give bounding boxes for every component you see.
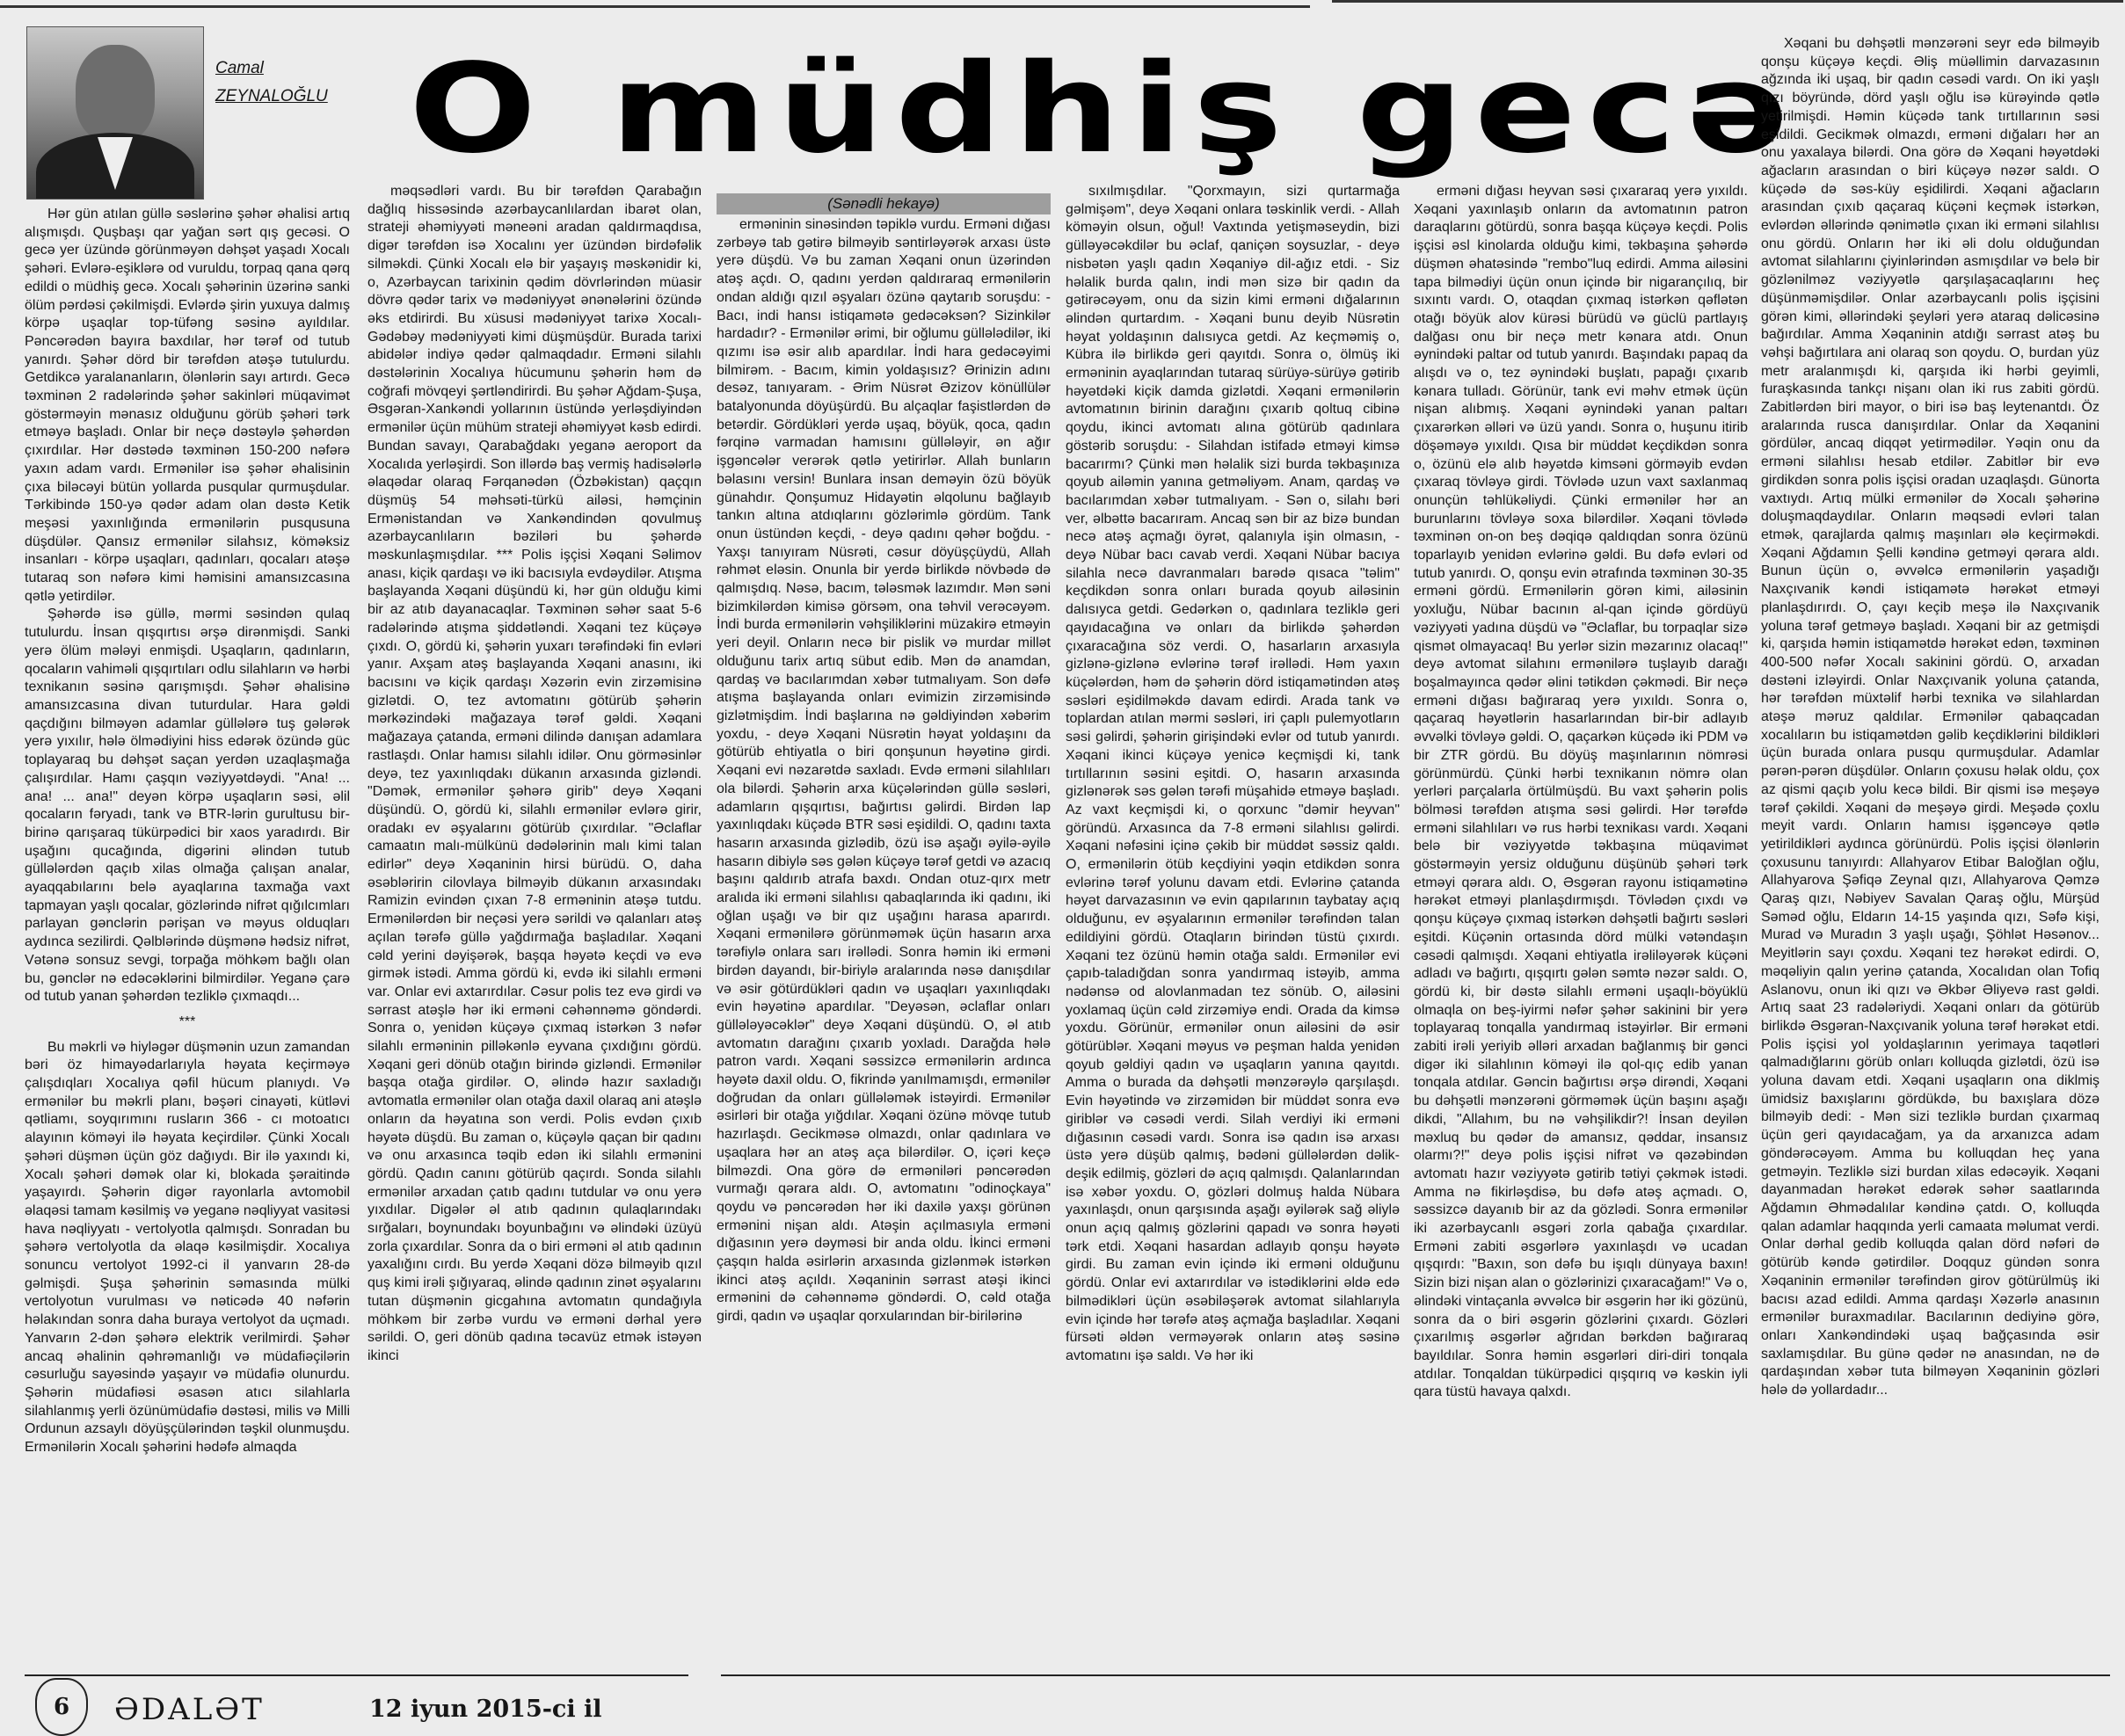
author-byline xyxy=(215,54,328,111)
article-column-6 xyxy=(1761,35,2100,1682)
headline: O müdhiş gecə xyxy=(409,38,1800,181)
section-separator: *** xyxy=(178,1013,196,1029)
page-footer xyxy=(0,1674,2125,1736)
paragraph: erməninin sinəsindən təpiklə vurdu. Erməni dığası zərbəyə tab gətirə bilməyib səntirləyərək arxası üstə yerə düşdü. Və bu zaman Xəqani onun üzərindən atəş açdı. O, qadını yerdən qaldıraraq ermənilərin ondan aldığı qızıl əşyaları özünə qaytarıb soruşdu: - Bacı, indi hansı istiqamətə gedəcəksən? Sizinkilər hardadır? - Ermənilər ərimi, bir oğlumu güllələdilər, iki qızımı isə əsir alıb apardılar. İndi hara gedəcəyimi bilmirəm. - Bacım, kimin yoldaşısız? Ərinizin adını desəz, tanıyaram. - Ərim Nüsrət Əzizov könüllülər batalyonunda döyüşürdü. Bu alçaqlar faşistlərdən də betərdir. Gördükləri yerdə uşaq, böyük, qoca, qadın fərqinə varmadan hamısını güllələyir, ən ağır işgəncələr verərək qətlə yetirirlər. Allah bunların bəlasını versin! Bunlara insan deməyin özü böyük günahdır. Qonşumuz Hidayətin əlqolunu bağlayıb tankın altına atdıqlarını gözlərimlə gördüm. Tank onun üstündən keçdi, - deyə qadını qəhər boğdu. - Yaxşı tanıyıram Nüsrəti, cəsur döyüşçüydü, Allah rəhmət eləsin. Onunla bir yerdə birlikdə növbədə də qalmışdıq. Nəsə, bacım, tələsmək lazımdır. Mən səni bizimkilərdən kimisə görsəm, ona təhvil verəcəyəm. İndi burda ermənilərin vəhşiliklərini müzakirə etməyin yeri deyil. Onların necə bir pislik və murdar millət olduğunu tarix artıq sübut edib. Mən də anamdan, qardaş və bacılarımdan xəbər tutmalıyam. Son dəfə atışma başlayanda onları evimizin zirzəmisində gizlətmişdim. İndi başlarına nə gəldiyindən xəbərim yoxdu, - deyə Xəqani Nüsrətin həyat yoldaşını da götürüb ehtiyatla o biri qonşunun həyətinə girdi. Xəqani evi nəzarətdə saxladı. Evdə erməni silahlıları ola bilərdi. Şəhərin arxa küçələrindən güllə səsləri, adamların qışqırtısı, bağırtısı gəlirdi. Birdən lap yaxınlıqdakı küçədə BTR səsi eşidildi. O, qadını taxta hasarın arxasında gizlədib, özü isə aşağı əyilə-əyilə hasarın dibiylə səs gələn küçəyə tərəf getdi və azacıq başını qaldırıb atrafa baxdı. Ondan otuz-qırx metr aralıda iki erməni silahlısı qabaqlarında iki qadını, iki oğlan uşağı və bir qız uşağını harasa aparırdı. Xəqani ermənilərə görünməmək üçün hasarın arxa tərəfiylə onlara sarı irəllədi. Sonra həmin iki erməni birdən dayandı, bir-biriylə aralarında nəsə danışdılar və əsir götürdükləri qadın və uşaqları yaxınlıqdakı evin həyətinə apardılar. "Deyəsən, əclaflar onları güllələyəcəklər" deyə Xəqani düşündü. O, əl atıb avtomatın darağını çıxarıb yoxladı. Darağda hələ patron vardı. Xəqani səssizcə ermənilərin ardınca həyətə daxil oldu. O, fikrində yanılmamışdı, ermənilər doğrudan da onları güllələmək istəyirdi. Ermənilər əsirləri bir otağa yığdılar. Xəqani özünə mövqe tutub hazırlaşdı. Gecikməsə olmazdı, onlar qadınlara və uşaqlara hər an atəş aça bilərdilər. O, içəri keçə bilməzdi. Ona görə də erməniləri pəncərədən vurmağı qərara aldı. O, avtomatını "odinoçkaya" qoydu və pəncərədən hər iki daxilə yaxşı görünən ermənini nişan aldı. Atəşin açılmasıyla erməni dığasının yerə dəyməsi bir anda oldu. İkinci erməni çaşqın halda əsirlərin arxasında gizlənmək istərkən ikinci atəş açıldı. Xəqaninin sərrast atəşi ikinci ermənini də cəhənnəmə göndərdi. O, cəld otağa girdi, qadın və uşaqlar qorxularından bir-birilərinə xyxy=(717,217,1051,1325)
publication-name: ƏDALƏT xyxy=(114,1692,265,1727)
footer-rule-right xyxy=(721,1674,2110,1676)
article-column-2 xyxy=(368,183,702,1682)
paragraph: erməni dığası heyvan səsi çıxararaq yerə yıxıldı. Xəqani yaxınlaşıb onların da avtomatının patron daraqlarını götürdü, sonra başqa küçəyə keçdi. Polis işçisi əsl kinolarda olduğu kimi, təkbaşına şəhərdə düşmən əhatəsində "rembo"luq edirdi. Amma ailəsini tapa bilmədiyi üçün onun içində bir nigarançılıq, bir sıxıntı vardı. O, otaqdan çıxmaq istərkən qəflətən otağı böyük alov kürəsi bürüdü və güclü partlayış dalğası onu bir neçə metr kənara atdı. Onun əynindəki paltar od tutub yanırdı. Başındakı papaq da alışdı və o, tez əynindəki buşlatı, papağı çıxarıb kənara tulladı. Görünür, tank evi məhv etmək üçün nişan alıbmış. Xəqani əynindəki yanan paltarı çıxarərkən əlləri və üzü yandı. Sonra o, huşunu itirib döşəməyə yıxıldı. Qısa bir müddət keçdikdən sonra o, özünü elə alıb həyətdə kimsəni görməyib evdən çıxaraq tövləyə girdi. Tövlədə uzun vaxt saxlanmaq onunçün təhlükəliydi. Çünki ermənilər hər an burunlarını tövləyə soxa bilərdilər. Xəqani tövlədə təxminən on-on beş dəqiqə qaldıqdan sonra özünü toparlayıb yenidən evlərinə gəldi. Bu dəfə evləri od tutub yanırdı. O, qonşu evin ətrafında təxminən 30-35 erməni gördü. Ermənilərin görən kimi, ailəsinin yoxluğu, Nübar bacının al-qan içində gördüyü vəziyyəti yadına düşdü və "Əclaflar, bu torpaqlar sizə qismət olmayacaq! Bu yerlər sizin məzarınız olacaq!" deyə avtomat silahını ermənilərə tuşlayıb darağı boşalmayınca qədər əlini tətikdən çəkmədi. Bir neçə erməni dığası bağıraraq yerə yıxıldı. Sonra o, qaçaraq həyətlərin hasarlarından bir-bir adlayıb əvvəlki tövləyə gəldi. O, qaçarkən küçədə iki PDM və bir ZTR gördü. Bu döyüş maşınlarının nömrəsi görünmürdü. Çünki hərbi texnikanın nömrə olan yerləri parçalarla örtülmüşdü. Bu vaxt şəhərin polis bölməsi tərəfdən atışma səsi gəlirdi. Hər tərəfdə erməni silahlıları və rus hərbi texnikası vardı. Xəqani belə bir vəziyyətdə təkbaşına müqavimət göstərməyin yersiz olduğunu düşünüb şəhəri tərk etməyi qərara aldı. O, Əsgəran rayonu istiqamətinə hərəkət etməyi planlaşdırmışdı. Tövlədən çıxdı və qonşu küçəyə çıxmaq istərkən dəhşətli bağırtı səsləri eşitdi. Küçənin ortasında dörd mülki vətəndaşın cəsədi qalmışdı. Xəqani ehtiyatla irəliləyərək küçəni adladı və bağırtı, qışqırtı gələn səmtə nəzər saldı. O, gördü ki, bir dəstə silahlı erməni uşaqlı-böyüklü olmaqla on beş-iyirmi nəfər şəhər sakinini bir yerə toplayaraq tonqalla yandırmaq istəyirlər. Bir erməni zabiti irəli yeriyib əlləri arxadan bağlanmış bir gənci digər iki silahlının köməyi ilə qol-qıç edib yanan tonqala atdılar. Gəncin bağırtısı ərşə dirəndi, Xəqani bu dəhşətli mənzərəni görməmək üçün başını aşağı dikdi, "Allahım, bu nə vəhşilikdir?! İnsan deyilən məxluq bu qədər də amansız, qəddar, insansız olarmı?!" deyə polis işçisi nifrət və qəzəbindən avtomatı hazır vəziyyətə gətirib tətiyi çəkmək istədi. Amma nə fikirləşdisə, bu dəfə atəş açmadı. O, səssizcə dayanıb bir az da gözlədi. Sonra ermənilər iki azərbaycanlı əsgəri zorla qabağa çıxardılar. Erməni zabiti əsgərlərə yaxınlaşdı və ucadan qışqırdı: "Baxın, son dəfə bu işıqlı dünyaya baxın! Sizin bizi nişan alan o gözlərinizi çıxaracağam!" Və o, əlindəki vintaçanla əvvəlcə bir əsgərin hər iki gözünü, sonra da o biri əsgərin gözlərini çıxardı. Gözləri çıxarılmış əsgərlər ağrıdan bərkdən bağıraraq bayıldılar. Sonra həmin əsgərləri diri-diri tonqala atdılar. Tonqaldan tükürpədici qışqırıq və kəskin iyli qara tüstü havaya qalxdı. xyxy=(1414,184,1748,1400)
author-photo xyxy=(26,26,204,200)
top-rule-right xyxy=(1332,0,2123,3)
article-column-4 xyxy=(1066,183,1400,1682)
article-column-1 xyxy=(25,206,350,1682)
paragraph: Hər gün atılan güllə səslərinə şəhər əhalisi artıq alışmışdı. Quşbaşı qar yağan sərt qış gecəsi. O gecə yer üzündə görünməyən dəhşət yaşadı Xocalı şəhəri. Evlərə-eşiklərə od vuruldu, torpaq qana qərq edildi o müdhiş gecə. Xocalı şəhərinin üzərinə sanki ölüm pərdəsi çəkilmişdi. Evlərdə şirin yuxuya dalmış körpə uşaqlar top-tüfəng səsinə ayıldılar. Pəncərədən bayıra baxdılar, hər tərəf od tutub yanırdı. Şəhər dörd bir tərəfdən atəşə tutulurdu. Getdikcə yaralananların, ölənlərin sayı artırdı. Gecə təxminən 2 radələrində şəhər sakinləri müqavimət göstərməyin mənasız olduğunu görüb şəhəri tərk etməyə başladı. Onlar bir neçə dəstəylə şəhərdən çıxırdılar. Hər dəstədə təxminən 150-200 nəfərə yaxın adam vardı. Ermənilər isə şəhər əhalisinin çıxa biləcəyi bütün yollarda pusqular qurmuşdular. Tərkibində 150-yə qədər adam olan dəstə Ketik meşəsi yaxınlığında ermənilərin pusqusuna düşdülər. Qansız ermənilər silahsız, köməksiz insanları - körpə uşaqları, qadınları, qocaları atəşə tutaraq son nəfərə kimi həmisini amansızcasına qətlə yetirdilər. xyxy=(25,207,350,604)
page-number-emblem xyxy=(35,1678,88,1736)
author-first-name: Camal xyxy=(215,59,264,77)
paragraph: Xəqani bu dəhşətli mənzərəni seyr edə bilməyib qonşu küçəyə keçdi. Əliş müəllimin darvazasının ağzında iki uşaq, bir qadın cəsədi vardı. On iki yaşlı qızı böyründə, dörd yaşlı oğlu isə kürəyində qətlə yetirilmişdi. Həmin küçədə tank tırtıllarının səsi eşidildi. Gecikmək olmazdı, erməni dığaları hər an onu yaxalaya bilərdi. Ona görə də Xəqani həyətdəki ağacların arasından o biri küçəyə nəzər saldı. O küçədə də səs-küy eşidilirdi. Xəqani ağacların arasından çıxıb qaçaraq küçəni keçmək istərkən, evlərdən əllərində qənimətlə çıxan iki erməni silahlısı onu gördü. Onların hər iki əli dolu olduğundan avtomat silahlarını çiyinlərindən asmışdılar və belə bir gözlənilməz vəziyyətlə qarşılaşacaqlarını heç düşünməmişdilər. Onlar azərbaycanlı polis işçisini görən kimi, əllərindəki şeyləri yerə ataraq dəlicəsinə bağırdılar. Amma Xəqaninin atdığı sərrast atəş bu vəhşi bağırtılara ani olaraq son qoydu. O, burdan yüz metr aralanmışdı ki, qarşıda iki hərbi geyimli, furaşkasında tankçı nişanı olan iki rus zabiti gördü. Zabitlərdən biri mayor, o biri isə baş leytenantdı. Öz aralarında rusca danışırdılar. Onlar da Xəqanini gördülər, ancaq diqqət yetirmədilər. Yəqin onu da erməni silahlısı hesab etdilər. Zabitlər bir evə girdikdən sonra polis işçisi oradan uzaqlaşdı. Günorta vaxtıydı. Artıq mülki ermənilər də Xocalı şəhərinə doluşmaqdaydılar. Onların məqsədi evləri talan etmək, qarajlarda qalmış maşınları ələ keçirməkdi. Xəqani Ağdamın Şelli kəndinə getməyi qərara aldı. Bunun üçün o, əvvəlcə ermənilərin yaşadığı Naxçıvanik kəndi istiqamətə hərəkət etməyi planlaşdırırdı. O, çayı keçib meşə ilə Naxçıvanik yoluna tərəf getməyə başladı. Xəqani bir az getmişdi ki, qarşıda həmin istiqamətdə hərəkət edən, təxminən 400-500 nəfər Xocalı sakinini gördü. O, arxadan dəstəni izləyirdi. Onlar Naxçıvanik yoluna çatanda, hər tərəfdən müxtəlif hərbi texnika və silahlardan atəşə məruz qaldılar. Ermənilər qabaqcadan xocalıların bu istiqamətdən gəlib keçdiklərini bildikləri üçün burada onlara pusqu qurmuşdular. Adamlar pərən-pərən düşdülər. Onların çoxusu həlak oldu, çox az qismi qaçıb yolu kecə bildi. Bir qismi isə meşəyə tərəf çəkildi. Xəqani də meşəyə girdi. Meşədə çoxlu meyit vardı. Onların hamısı işgəncəyə qətlə yetirildikləri aydınca görünürdü. Polis işçisi ölənlərin çoxusunu tanıyırdı: Allahyarov Etibar Baloğlan oğlu, Allahyarova Şəfiqə Zeynal qızı, Allahyarova Qəmzə Qaraş qızı, Nəbiyev Savalan Qaraş oğlu, Mürşüd Səməd oğlu, Eldarın 14-15 yaşında qızı, Səfə kişi, Murad və Muradın 3 yaşlı uşağı, Şöhlət Həsənov... Meyitlərin sayı çoxdu. Xəqani tez hərəkət edirdi. O, məqəliyin qalın yerinə çatanda, Xocalıdan olan Tofiq Aslanovu, onun iki qızı və Əkbər Əliyevə rast gəldi. Artıq saat 23 radələriydi. Xəqani onları da götürüb birlikdə Əsgəran-Naxçıvanik yoluna tərəf hərəkət etdi. Polis işçisi yol yoldaşlarının yerimaya taqətləri qalmadığlarını görüb onları kolluqda gizlətdi, özü isə yoluna davam etdi. Xəqani uşaqların ona diklmiş ümidsiz baxışlarını gördükdə, bu baxışlara dözə bilməyib dedi: - Mən sizi tezliklə burdan çıxarmaq üçün geri qayıdacağam, ya da arxanızca adam göndərəcəyəm. Amma bu kolluqdan heç yana getməyin. Tezliklə sizi burdan xilas edəcəyik. Xəqani dayanmadan hərəkət edərək səhər saatlarında Ağdamın Əhmədalılar kəndinə çatdı. O, kolluqda qalan adamlar haqqında yerli camaata məlumat verdi. Onlar dərhal gedib kolluqda qalan dörd nəfəri də götürüb kəndə gətirdilər. Doqquz gündən sonra Xəqaninin ermənilər tərəfindən girov götürülmüş iki bacısı azad edildi. Amma qardaşı Xəzərlə anasının ermənilər buraxmadılar. Bacılarının dediyinə görə, onları Xankəndindəki uşaq bağçasında əsir saxlamışdılar. Bu günə qədər nə anasından, nə də qardaşından xəbər tuta bilməyən Xəqaninin gözləri hələ də yollardadır... xyxy=(1761,36,2100,1398)
page-number: 6 xyxy=(53,1694,70,1720)
paragraph: sıxılmışdılar. "Qorxmayın, sizi qurtarmağa gəlmişəm", deyə Xəqani onlara təskinlik verdi. - Allah köməyin olsun, oğul! Vaxtında yetişməseydin, bizi gülləyəcəkdilər bu əclaf, qaniçən soysuzlar, - deyə nisbətən yaşlı qadın Xəqaniyə dil-ağız etdi. - Siz həlalik burda qalın, indi mən sizə bir qadın da gətirəcəyəm, onu da sizin kimi erməni dığalarının əlindən qurtardım. - Xəqani bunu deyib Nüsrətin həyat yoldaşının dalısıyca getdi. Az keçməmiş o, Kübra ilə birlikdə geri qayıtdı. Sonra o, ölmüş iki erməninin ayaqlarından tutaraq sürüyə-sürüyə gətirib həyətdəki kiçik damda gizlətdi. Xəqani ermənilərin avtomatının birinin darağını çıxarıb qoltuq cibinə qoydu, ikinci avtomatı alına götürüb qadınlara göstərib soruşdu: - Silahdan istifadə etməyi kimsə bacarırmı? Çünki mən həlalik sizi burda təkbaşınıza qoyub ailəmin yanına getməliyəm. Anam, qardaş və bacılarımdan xəbər tutmalıyam. - Sən o, silahı bəri ver, əlbəttə bacarıram. Ancaq sən bir az bizə bundan necə atəş açmağı öyrət, qalanıyla işin olmasın, - deyə Nübar bacı cavab verdi. Xəqani Nübar bacıya silahla necə davranmaları barədə qısaca "təlim" keçdikdən sonra onları burada qoyub ailəsinin dalısıyca getdi. Gedərkən o, qadınlara tezliklə geri qayıdacağına və onları da birlikdə şəhərdən çıxaracağına söz verdi. O, hasarların arxasıyla gizlənə-gizlənə evlərinə tərəf irəllədi. Həm yaxın küçələrdən, həm də şəhərin dörd istiqamətindən atəş səsləri eşidilməkdə davam edirdi. Arada tank və toplardan atılan mərmi səsləri, iri çaplı pulemyotların səsi gəlirdi, şəhərin girişindəki evlər od tutub yanırdı. Xəqani ikinci küçəyə yenicə keçmişdi ki, tank tırtıllarının səsini eşitdi. O, hasarın arxasında gizlənərək səs gələn tərəfi müşahidə etməyə başladı. Az vaxt keçmişdi ki, o qorxunc "dəmir heyvan" göründü. Arxasınca da 7-8 erməni silahlısı gəlirdi. Xəqani nəfəsini içinə çəkib bir müddət səssiz qaldı. O, ermənilərin ötüb keçdiyini yəqin etdikdən sonra evlərinə tərəf yolunu davam etdi. Evlərinə çatanda həyət darvazasının və evin qapılarının taybatay açıq olduğunu, ev əşyalarının ermənilər tərəfindən talan edildiyini gördü. Otaqların birindən tüstü çıxırdı. Xəqani tez özünü həmin otağa saldı. Ermənilər evi çapıb-taladığdan sonra yandırmaq istəyib, amma nədənsə od alovlanmadan tez sönüb. O, ailəsini yoxlamaq üçün cəld zirzəmiyə endi. Orada da kimsə yoxdu. Görünür, ermənilər onun ailəsini də əsir götürüblər. Xəqani məyus və peşman halda yenidən qoyub gəldiyi qadın və uşaqların yanına qayıtdı. Amma o burada da dəhşətli mənzərəylə qarşılaşdı. Evin həyətində və zirzəmidən bir müddət sonra evə giriblər və cəsədi verdi. Silah verdiyi iki erməni dığasının cəsədi vardı. Sonra isə qadın isə arxası üstə yerə düşüb qalmış, bədəni güllələrdən dəlik-deşik edilmiş, gözləri də açıq qalmışdı. Qalanlarından isə xəbər yoxdu. O, gözləri dolmuş halda Nübara yaxınlaşdı, onun qarşısında aşağı əyilərək sağ əliylə onun açıq qalmış gözlərini qapadı və sonra həyəti tərk etdi. Xəqani hasardan adlayıb qonşu həyətə girdi. Bu zaman evin içində iki erməni olduğunu gördü. Onlar evi axtarırdılar və istədiklərini əldə edə bilmədikləri üçün əsəbiləşərək avtomat silahlarıyla evin içində hər tərəfə atəş açmağa başladılar. Xəqani fürsəti əldən verməyərək onların atəş səsinə avtomatını işə saldı. Və hər iki xyxy=(1066,184,1400,1363)
section-label: (Sənədli hekayə) xyxy=(717,193,1051,214)
paragraph: məqsədləri vardı. Bu bir tərəfdən Qarabağın dağlıq hissəsində azərbaycanlılardan ibarət olan, strateji əhəmiyyəti məneəni aradan qaldırmaqdısa, digər tərəfdən isə Xocalını yer üzündən birdəfəlik silməkdi. Çünki Xocalı elə bir yaşayış məskənidir ki, o, Azərbaycan tarixinin qədim dövrlərindən müasir dövrə qədər tarix və mədəniyyət ənənələrini özündə əks etdirirdi. Bu xüsusi mədəniyyət tarixə Xocalı-Gədəbəy mədəniyyəti kimi düşmüşdür. Burada tarixi abidələr indiyə qədər qalmaqdadır. Erməni silahlı dəstələrinin Xocalıya hücumunu şəhərin həm də coğrafi mövqeyi şərtləndirirdi. Bu şəhər Ağdam-Şuşa, Əsgəran-Xankəndi yollarının üstündə yerləşdiyindən ermənilər üçün mühüm strateji əhəmiyyət kəsb edirdi. Bundan savayı, Qarabağdakı yeganə aeroport da Xocalıda yerləşirdi. Son illərdə baş vermiş hadisələrlə əlaqədar olaraq Fərqanədən (Özbəkistan) qaçqın düşmüş 54 məhsəti-türkü ailəsi, həmçinin Ermənistandan və Xankəndindən qovulmuş azərbaycanlıların bəziləri bu şəhərdə məskunlaşmışdılar. *** Polis işçisi Xəqani Səlimov anası, kiçik qardaşı və iki bacısıyla evdəydilər. Atışma başlayanda Xəqani düşündü ki, hər gün olduğu kimi bir az atıb dayanacaqlar. Təxminən səhər saat 5-6 radələrində atışma şiddətləndi. Xəqani tez küçəyə çıxdı. O, gördü ki, şəhərin yuxarı tərəfindəki fin evləri yanır. Axşam atəş başlayanda Xəqani anasını, iki bacısını və kiçik qardaşı Xəzərin evin zirzəmisinə gizlətdi. O, tez avtomatını götürüb şəhərin mərkəzindəki mağazaya tərəf gəldi. Xəqani mağazaya çatanda, erməni dilində danışan adamlara rastlaşdı. Onlar hamısı silahlı idilər. Onu görməsinlər deyə, tez yaxınlıqdakı dükanın arxasında gizləndi. "Dəmək, ermənilər şəhərə girib" deyə Xəqani düşündü. O, gördü ki, silahlı ermənilər evlərə girir, oradakı ev əşyalarını götürüb çıxırdılar. "Əclaflar camaatın malı-mülkünü dədələrinin malı kimi talan edirlər" deyə Xəqaninin hirsi bürüdü. O, daha əsəbləririn cilovlaya bilməyib dükanın arxasındakı Ramizin evindən çıxan 7-8 erməninin atəşə tutdu. Ermənilərdən bir neçəsi yerə sərildi və qalanları atəş açılan tərəfə güllə yağdırmağa başladılar. Xəqani cəld yerini dəyişərək, başqa həyətə keçdi və evə girmək istədi. Amma gördü ki, evdə iki silahlı erməni var. Onlar evi axtarırdılar. Cəsur polis tez evə girdi və sərrast atəşlə hər iki erməni cəhənnəmə göndərdi. Sonra o, yenidən küçəyə çıxmaq istərkən 3 nəfər silahlı erməninin pilləkənlə eyvana çıxdığını gördü. Xəqani geri dönüb otağın birində gizləndi. Ermənilər başqa otağa girdilər. O, əlində hazır saxladığı avtomatla ermənilər olan otağa daxil olaraq ani atəşlə onların da həyatına son verdi. Polis evdən çıxıb həyətə düşdü. Bu zaman o, küçəylə qaçan bir qadını və onu arxasınca təqib edən iki silahlı ermənini gördü. Qadın canını götürüb qaçırdı. Sonda silahlı ermənilər arxadan çatıb qadını tutdular və onu yerə yıxdılar. Digələr əl atıb qadının qulaqlarındakı sırğaları, boynundakı boyunbağını və əlindəki üzüyü zorla çıxardılar. Sonra da o biri erməni əl atıb qadının yaxalığını cırdı. Bu yerdə Xəqani dözə bilməyib qızıl quş kimi irəli şığıyaraq, əlində qadının zinət əşyalarını tutan düşmənin gicgahına avtomatın qundağıyla möhkəm bir zərbə vurdu və erməni dərhal yerə sərildi. O, geri dönüb qadına təcavüz etmək istəyən ikinci xyxy=(368,184,702,1363)
footer-rule xyxy=(25,1674,688,1676)
author-photo-head xyxy=(76,45,155,142)
paragraph: Bu məkrli və hiyləgər düşmənin uzun zamandan bəri öz himayədarlarıyla həyata keçirməyə çalışdıqları Xocalıya qəfil hücum planıydı. Və ermənilər bu məkrli planı, bəşəri cinayəti, kütləvi qətliamı, soyqırımını rusların 366 - cı motoatıcı alayının köməyi ilə həyata keçirdilər. Çünki Xocalı şəhəri düşmən üçün göz dağıydı. Bir ilə yaxındı ki, Xocalı şəhəri dəmək olar ki, blokada şəraitində yaşayırdı. Şəhərin digər rayonlarla avtomobil əlaqəsi tamam kəsilmiş və yeganə nəqliyyat vasitəsi hava nəqliyyatı - vertolyotla qalmışdı. Sonradan bu şəhərə vertolyotla da əlaqə kəsilmişdir. Xocalıya sonuncu vertolyot 1992-ci il yanvarın 28-də gəlmişdi. Şuşa şəhərinin səmasında mülki vertolyotun vurulması və nəticədə 40 nəfərin həlakından sonra daha buraya vertolyot da uçmadı. Yanvarın 2-dən şəhərə elektrik verilmirdi. Şəhər ancaq əhalinin qəhrəmanlığı və müdafiəçilərin cəsurluğu sayəsində yaşayır və müdafiə olunurdu. Şəhərin müdafiəsi əsasən atıcı silahlarla silahlanmış yerli özünümüdafiə dəstəsi, milis və Milli Ordunun azsaylı döyüşçülərindən təşkil olunmuşdu. Ermənilərin Xocalı şəhərini hədəfə almaqda xyxy=(25,1039,350,1456)
author-last-name: ZEYNALOĞLU xyxy=(215,87,328,105)
article-column-5 xyxy=(1414,183,1748,1682)
paragraph: Şəhərdə isə güllə, mərmi səsindən qulaq tutulurdu. İnsan qışqırtısı ərşə dirənmişdi. Sanki yerə ölüm mələyi enmişdi. Uşaqların, qadınların, qocaların vahiməli qışqırtıları odlu silahların və hərbi texnikanın səsinə qarışmışdı. Şəhər əhalisinə amansızcasına divan tuturdular. Hara gəldi qaçdığını bilməyən adamlar güllələrə tuş gələrək yerə yıxılır, hələ ölmədiyini hiss edərək özündə güc toplayaraq bu dəhşət saçan yerdən uzaqlaşmağa çalışırdılar. Hamı çaşqın vəziyyətdəydi. "Ana! ... ana! ... ana!" deyən körpə uşaqların səsi, əlil qocaların fəryadı, tank və BTR-lərin gurultusu bir-birinə qarışaraq tükürpədici bir xaos yaradırdı. Bir uşağını qucağında, digərini əlindən tutub güllələrdən qaçıb xilas olmağa çalışan analar, ayaqqabılarını belə ayaqlarına taxmağa vaxt tapmayan yaşlı qocalar, gözlərində nifrət qığılcımları parlayan gənclərin pərişan və məyus olduqları aydınca sezilirdi. Qəlblərində düşmənə hədsiz nifrət, Vətənə sonsuz sevgi, torpağa möhkəm bağlı olan bu, gənclər nə edəcəklərini bilmirdilər. Yeganə çarə od tutub yanan şəhərdən tezliklə çıxmaqdı... xyxy=(25,607,350,1005)
issue-date: 12 iyun 2015-ci il xyxy=(369,1696,602,1723)
article-column-3 xyxy=(717,216,1051,1682)
top-rule xyxy=(0,5,1310,8)
